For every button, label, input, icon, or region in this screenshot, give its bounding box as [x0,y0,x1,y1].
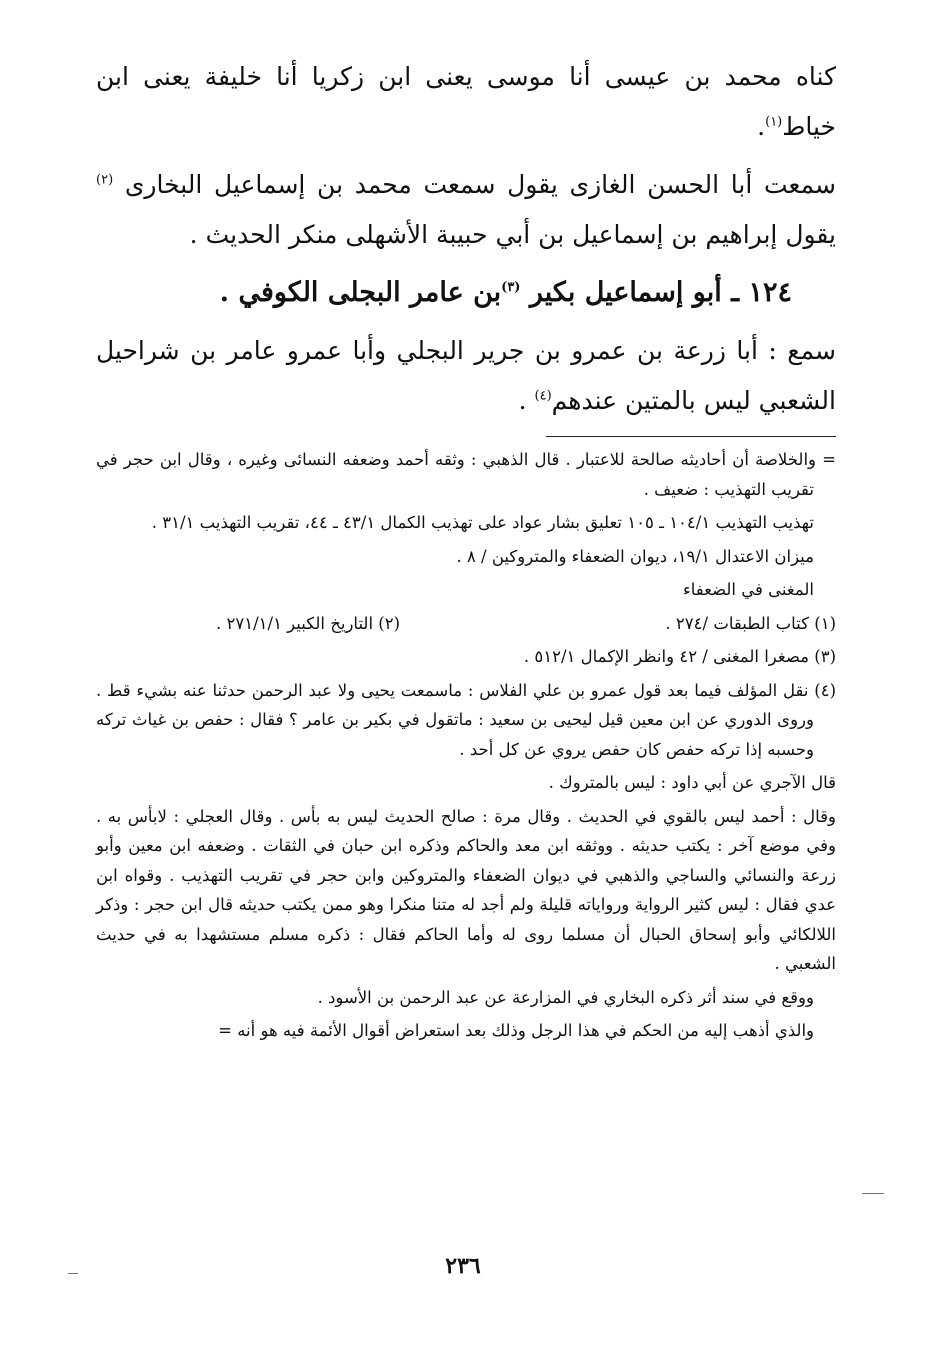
paragraph-heard-text: سمع : أبا زرعة بن عمرو بن جرير البجلي وأبا عمرو عامر بن شراحيل الشعبي ليس بالمتين عندهم [96,336,836,415]
paragraph-chain-end: . [757,112,766,141]
entry-heading-text-a: ١٢٤ ـ أبو إسماعيل بكير [529,277,792,308]
paragraph-chain [96,52,836,152]
footnote-ref-1[interactable]: (١) [765,114,783,130]
footnote-4-opinions: وقال : أحمد ليس بالقوي في الحديث . وقال مرة : صالح الحديث ليس به بأس . وقال العجلي : لابأس به . وفي موضع آخر : يكتب حديثه . ووثقه ابن معد والحاكم وذكره ابن حبان في الثقات . وضعفه ابن معين وأبو زرعة والنسائي والساجي والذهبي في ديوان الضعفاء والمتروكين وابن حجر في تقريب التهذيب . وقواه ابن عدي فقال : ليس كثير الرواية ورواياته قليلة ولم أجد له متنا منكرا وهو ممن يكتب حديثه قال ابن حجر : وذكر اللالكائي وأبو إسحاق الحبال أن مسلما روى له وأما الحاكم فقال : ذكره مسلم مستشهدا به في حديث الشعبي . [96,806,836,973]
paragraph-chain-text: كناه محمد بن عيسى أنا موسى يعنى ابن زكريا أنا خليفة يعنى ابن خياط [96,62,836,141]
footnote-row-1-2 [96,609,836,639]
footnote-ref-3[interactable]: (٣) [501,280,521,295]
entry-heading-text-b: بن عامر البجلى الكوفي . [219,277,502,308]
footnote-1: (١) كتاب الطبقات /٢٧٤ . [665,613,836,633]
footnote-2: (٢) التاريخ الكبير ٢٧١/١/١ . [216,613,401,633]
note-continuation-2: تهذيب التهذيب ١٠٤/١ ـ ١٠٥ تعليق بشار عواد على تهذيب الكمال ٤٣/١ ـ ٤٤، تقريب التهذيب ٣١/١ . [151,513,814,532]
paragraph-heard [96,326,836,426]
footnote-4-ajurri: قال الآجري عن أبي داود : ليس بالمتروك . [548,773,836,792]
note-continuation-3: ميزان الاعتدال ١٩/١، ديوان الضعفاء والمتروكين / ٨ . [456,546,814,566]
scan-mark [68,1273,78,1274]
footnote-ref-2[interactable]: (٢) [96,172,114,188]
footnote-separator [546,436,836,437]
paragraph-bukhari [96,160,836,260]
footnote-4: (٤) نقل المؤلف فيما بعد قول عمرو بن علي الفلاس : ماسمعت يحيى ولا عبد الرحمن حدثنا عنه بشيء قط . وروى الدوري عن ابن معين قيل ليحيى بن سعيد : ماتقول في بكير بن عامر ؟ فقال : حفص بن غياث تركه وحسبه إذا تركه حفص كان حفص يروي عن كل أحد . [96,680,836,759]
footnote-ref-4[interactable]: (٤) [534,388,552,404]
page-number: ٢٣٦ [445,1253,481,1279]
paragraph-bukhari-text-b: يقول إبراهيم بن إسماعيل بن أبي حبيبة الأشهلى منكر الحديث . [189,220,836,249]
footnote-3: (٣) مصغرا المغنى / ٤٢ وانظر الإكمال ٥١٢/١ . [523,647,836,666]
paragraph-heard-end: . [518,386,527,415]
page-body [96,52,836,1050]
scan-mark [862,1193,884,1194]
footnotes [96,445,836,1046]
paragraph-bukhari-text-a: سمعت أبا الحسن الغازى يقول سمعت محمد بن إسماعيل البخارى [124,170,836,199]
note-continuation-4: المغنى في الضعفاء [683,580,814,599]
note-continuation-1: = والخلاصة أن أحاديثه صالحة للاعتبار . قال الذهبي : وثقه أحمد وضعفه النسائى وغيره ، وقال ابن حجر في تقريب التهذيب : ضعيف . [96,450,836,499]
footnote-4-bukhari: ووقع في سند أثر ذكره البخاري في المزارعة عن عبد الرحمن بن الأسود . [317,987,814,1007]
footnote-4-conclusion: والذي أذهب إليه من الحكم في هذا الرجل وذلك بعد استعراض أقوال الأئمة فيه هو أنه = [218,1021,814,1040]
entry-heading [96,270,836,316]
main-text [96,52,836,426]
